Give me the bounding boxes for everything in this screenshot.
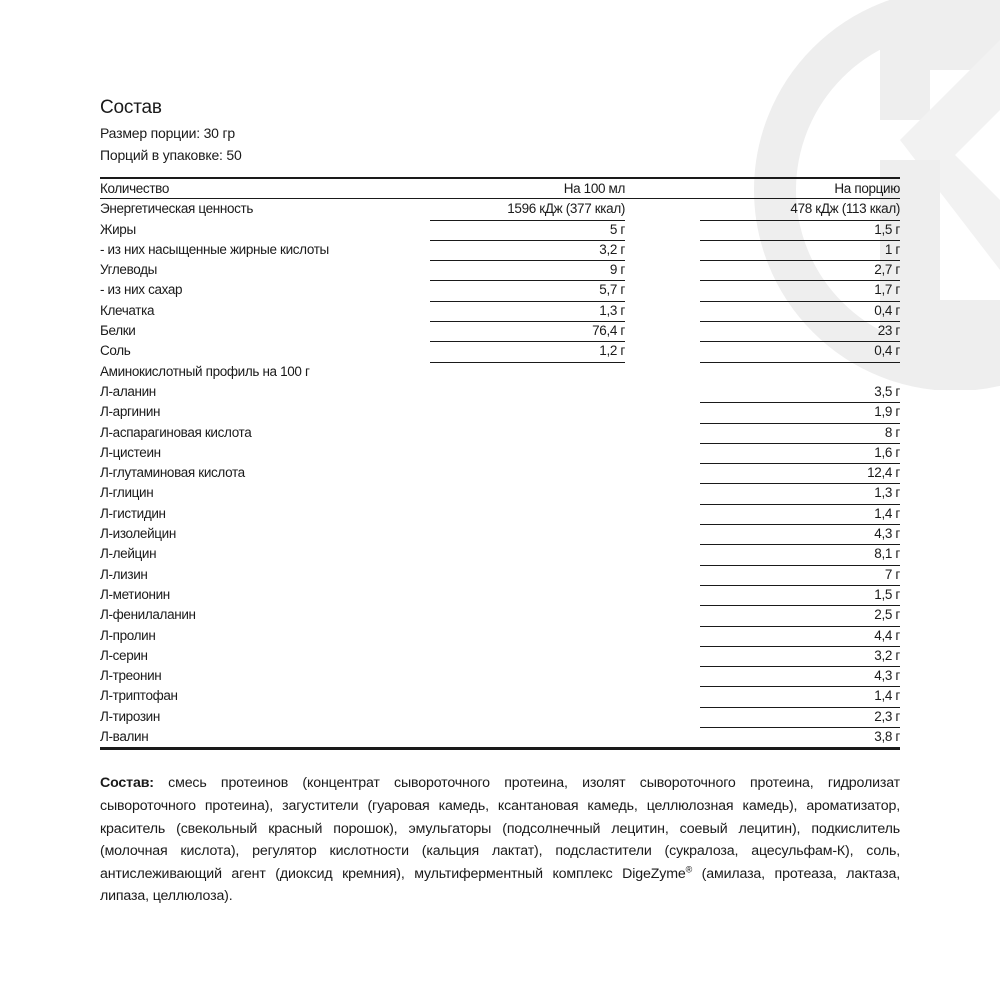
row-name: - из них сахар xyxy=(100,282,183,298)
row-name: Углеводы xyxy=(100,262,157,278)
row-name: Л-триптофан xyxy=(100,688,178,704)
row-portion-value: 0,4 г xyxy=(700,301,900,322)
serving-size: Размер порции: 30 гр xyxy=(100,125,235,141)
row-per-100-value: 1,3 г xyxy=(430,301,625,322)
row-name: Л-гистидин xyxy=(100,505,166,521)
table-row xyxy=(100,382,900,402)
row-per-100-value xyxy=(430,504,625,525)
row-portion-value: 1 г xyxy=(700,240,900,261)
row-per-100-value xyxy=(430,524,625,545)
row-per-100-value: 5 г xyxy=(430,220,625,241)
table-row xyxy=(100,544,900,564)
row-portion-value: 8,1 г xyxy=(700,544,900,565)
row-name: Л-тирозин xyxy=(100,708,160,724)
table-row xyxy=(100,686,900,706)
row-portion-value: 0,4 г xyxy=(700,341,900,362)
servings-per-package: Порций в упаковке: 50 xyxy=(100,147,242,163)
row-per-100-value: 76,4 г xyxy=(430,321,625,342)
table-row xyxy=(100,301,900,321)
row-per-100-value xyxy=(430,402,625,423)
row-portion-value: 3,5 г xyxy=(700,382,900,403)
table-row xyxy=(100,504,900,524)
amino-heading: Аминокислотный профиль на 100 г xyxy=(100,363,310,379)
row-per-100-value xyxy=(430,626,625,647)
row-per-100-value xyxy=(430,585,625,606)
page-title: Состав xyxy=(100,97,162,118)
row-name: Соль xyxy=(100,343,131,359)
table-row xyxy=(100,423,900,443)
row-name: Клечатка xyxy=(100,302,155,318)
table-row xyxy=(100,585,900,605)
row-name: Л-глутаминовая кислота xyxy=(100,465,245,481)
row-portion-value: 1,5 г xyxy=(700,585,900,606)
row-portion-value: 4,4 г xyxy=(700,626,900,647)
row-per-100-value xyxy=(430,666,625,687)
row-portion-value: 4,3 г xyxy=(700,524,900,545)
row-per-100-value xyxy=(430,544,625,565)
row-portion-value: 4,3 г xyxy=(700,666,900,687)
row-portion-value: 23 г xyxy=(700,321,900,342)
composition-body: смесь протеинов (концентрат сывороточного протеина, изолят сывороточного протеина, гидролизат сывороточного протеина), загустители (гуаровая камедь, ксантановая камедь, целлюлозная камедь), ароматизатор, краситель (свекольный красный порошок), эмульгаторы (подсолнечный лецитин, соевый лецитин), подкислитель (молочная кислота), регулятор кислотности (кальция лактат), подсластители (сукралоза, ацесульфам-К), соль, антислеживающий агент (диоксид кремния), мультиферментный комплекс DigeZyme xyxy=(100,775,900,882)
row-per-100-value: 5,7 г xyxy=(430,280,625,301)
table-row xyxy=(100,666,900,686)
row-portion-value: 7 г xyxy=(700,565,900,586)
table-row xyxy=(100,321,900,341)
row-name: Жиры xyxy=(100,221,136,237)
trademark-symbol: ® xyxy=(685,863,693,874)
row-portion-value: 3,2 г xyxy=(700,646,900,667)
row-per-100-value: 3,2 г xyxy=(430,240,625,261)
row-portion-value: 1,7 г xyxy=(700,280,900,301)
table-row xyxy=(100,280,900,300)
row-name: Л-валин xyxy=(100,729,149,745)
row-portion-value: 478 кДж (113 ккал) xyxy=(700,199,900,220)
row-portion-value: 1,9 г xyxy=(700,402,900,423)
table-row xyxy=(100,727,900,747)
row-per-100-value xyxy=(430,605,625,626)
row-name: Л-аланин xyxy=(100,383,156,399)
row-name: Л-фенилаланин xyxy=(100,607,196,623)
row-portion-value: 3,8 г xyxy=(700,727,900,748)
row-per-100-value xyxy=(430,565,625,586)
row-portion-value: 2,7 г xyxy=(700,260,900,281)
row-per-100-value xyxy=(430,382,625,403)
column-header-quantity: Количество xyxy=(100,181,169,196)
row-per-100-value xyxy=(430,727,625,748)
nutrition-table xyxy=(100,177,900,750)
row-portion-value: 2,5 г xyxy=(700,605,900,626)
table-row xyxy=(100,220,900,240)
row-name: Л-глицин xyxy=(100,485,154,501)
composition-text xyxy=(100,772,900,908)
row-name: - из них насыщенные жирные кислоты xyxy=(100,241,329,257)
row-portion-value: 1,4 г xyxy=(700,504,900,525)
row-per-100-value xyxy=(430,423,625,444)
row-name: Белки xyxy=(100,323,136,339)
row-per-100-value xyxy=(430,483,625,504)
table-row xyxy=(100,524,900,544)
row-portion-value: 12,4 г xyxy=(700,463,900,484)
composition-label: Состав: xyxy=(100,775,154,792)
row-per-100-value: 1596 кДж (377 ккал) xyxy=(430,199,625,220)
table-row xyxy=(100,260,900,280)
row-per-100-value xyxy=(430,463,625,484)
table-row xyxy=(100,483,900,503)
row-name: Л-аспарагиновая кислота xyxy=(100,424,252,440)
row-name: Л-пролин xyxy=(100,627,156,643)
row-name: Л-цистеин xyxy=(100,444,161,460)
table-row xyxy=(100,605,900,625)
amino-heading-row xyxy=(100,362,900,382)
table-row xyxy=(100,402,900,422)
row-portion-value: 8 г xyxy=(700,423,900,444)
composition-end: (амилаза, протеаза, лактаза, липаза, целлюлоза). xyxy=(100,865,900,905)
table-row xyxy=(100,240,900,260)
table-row xyxy=(100,463,900,483)
table-header-row xyxy=(100,179,900,199)
row-per-100-value xyxy=(430,646,625,667)
table-row xyxy=(100,707,900,727)
column-header-portion: На порцию xyxy=(834,181,900,196)
row-name: Л-аргинин xyxy=(100,404,161,420)
table-row xyxy=(100,626,900,646)
row-portion-value: 1,5 г xyxy=(700,220,900,241)
row-name: Энергетическая ценность xyxy=(100,201,254,217)
amino-rows xyxy=(100,382,900,747)
row-portion-value: 1,6 г xyxy=(700,443,900,464)
row-name: Л-треонин xyxy=(100,668,162,684)
row-per-100-value xyxy=(430,707,625,728)
table-row xyxy=(100,646,900,666)
row-name: Л-лейцин xyxy=(100,546,157,562)
main-content xyxy=(100,96,900,908)
table-row xyxy=(100,341,900,361)
row-name: Л-лизин xyxy=(100,566,148,582)
row-per-100-value xyxy=(430,686,625,707)
table-row xyxy=(100,199,900,219)
column-header-per-100: На 100 мл xyxy=(563,181,625,196)
row-portion-value: 1,3 г xyxy=(700,483,900,504)
row-per-100-value: 1,2 г xyxy=(430,341,625,362)
row-portion-value: 2,3 г xyxy=(700,707,900,728)
row-per-100-value: 9 г xyxy=(430,260,625,281)
row-name: Л-метионин xyxy=(100,586,170,602)
row-portion-value: 1,4 г xyxy=(700,686,900,707)
row-name: Л-изолейцин xyxy=(100,526,176,542)
nutrition-rows xyxy=(100,199,900,361)
table-row xyxy=(100,443,900,463)
table-row xyxy=(100,565,900,585)
row-name: Л-серин xyxy=(100,647,148,663)
row-per-100-value xyxy=(430,443,625,464)
